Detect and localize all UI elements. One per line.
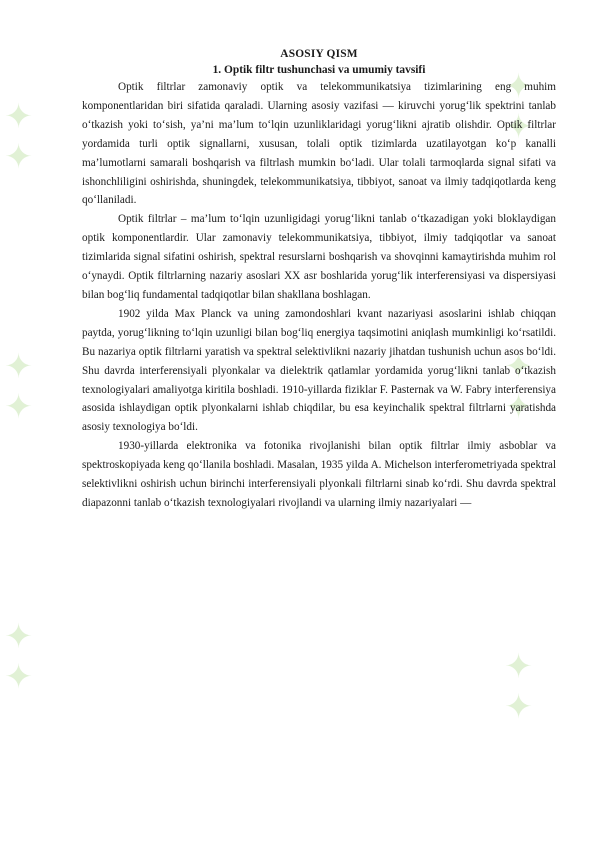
paragraph: Optik filtrlar zamonaviy optik va telekommunikatsiya tizimlarining eng muhim komponentlaridan biri sifatida qaraladi. Ularning asosiy vazifasi — kiruvchi yorug‘lik spektrini tanlab o‘tkazish yoki to‘sish, ya’ni ma’lum to‘lqin uzunliklaridagi yorug‘likni ajratib olishdir. Optik filtrlar yordamida turli optik signallarni, xususan, tolali optik tizimlarda uzatilayotgan ko‘p kanalli ma’lumotlarni samarali boshqarish va filtrlash mumkin bo‘ladi. Ular tolali tarmoqlarda signal sifati va ishonchliligini oshirishda, shuningdek, telekommunikatsiya, tibbiyot, sanoat va ilmiy tadqiqotlarda keng qo‘llaniladi. [82, 81, 556, 207]
watermark-mark: ✦ ✦ [0, 101, 40, 170]
paragraph: 1930-yillarda elektronika va fotonika rivojlanishi bilan optik filtrlar ilmiy asboblar va spektroskopiyada keng qo‘llanila boshladi. Masalan, 1935 yilda A. Michelson interferometriyada spektral selektivlikni oshirish uchun birinchi interferensiyali plyonkali filtrlarni sinab ko‘rdi. Shu davrda spektral diapazonni tanlab o‘tkazish texnologiyalari rivojlandi va ularning ilmiy nazariyalari — [82, 440, 556, 509]
section-title: 1. Optik filtr tushunchasi va umumiy tavsifi [212, 64, 426, 76]
watermark-mark: ✦ ✦ [0, 351, 40, 420]
paragraph: Optik filtrlar – ma’lum to‘lqin uzunligidagi yorug‘likni tanlab o‘tkazadigan yoki bloklaydigan optik komponentlardir. Ular zamonaviy telekommunikatsiya, tibbiyot, ilmiy tadqiqotlar va sanoat tizimlarida signal sifatini oshirish, spektral resurslarni boshqarish va shovqinni kamaytirishda muhim rol o‘ynaydi. Optik filtrlarning nazariy asoslari XX asr boshlarida yorug‘lik interferensiyasi va dispersiyasi bilan bog‘liq fundamental tadqiqotlar bilan shakllana boshlagan. [82, 213, 556, 301]
document-page [82, 46, 556, 513]
paragraph: 1902 yilda Max Planck va uning zamondoshlari kvant nazariyasi asoslarini ishlab chiqqan paytda, yorug‘likning to‘lqin uzunligi bilan bog‘liq energiya taqsimotini aniqlash mumkinligi ko‘rsatildi. Bu nazariya optik filtrlarni yaratish va spektral selektivlikni nazariy jihatdan tushunish uchun asos bo‘ldi. Shu davrda interferensiyali plyonkalar va dielektrik qatlamlar yordamida yorug‘likni tanlab o‘tkazish texnologiyalari amaliyotga kiritila boshladi. 1910-yillarda fiziklar F. Pasternak va W. Fabry interferensiya asosida ishlaydigan optik plyonkalarni ishlab chiqdilar, bu esa keyinchalik spektral filtrlarni yaratishda asosiy texnologiya bo‘ldi. [82, 307, 556, 434]
watermark-mark: ✦ ✦ [500, 351, 540, 420]
page-heading: ASOSIY QISM [280, 48, 358, 60]
watermark-mark: ✦ ✦ [0, 621, 40, 690]
watermark-mark: ✦ ✦ [500, 71, 540, 140]
watermark-mark: ✦ ✦ [500, 651, 540, 720]
